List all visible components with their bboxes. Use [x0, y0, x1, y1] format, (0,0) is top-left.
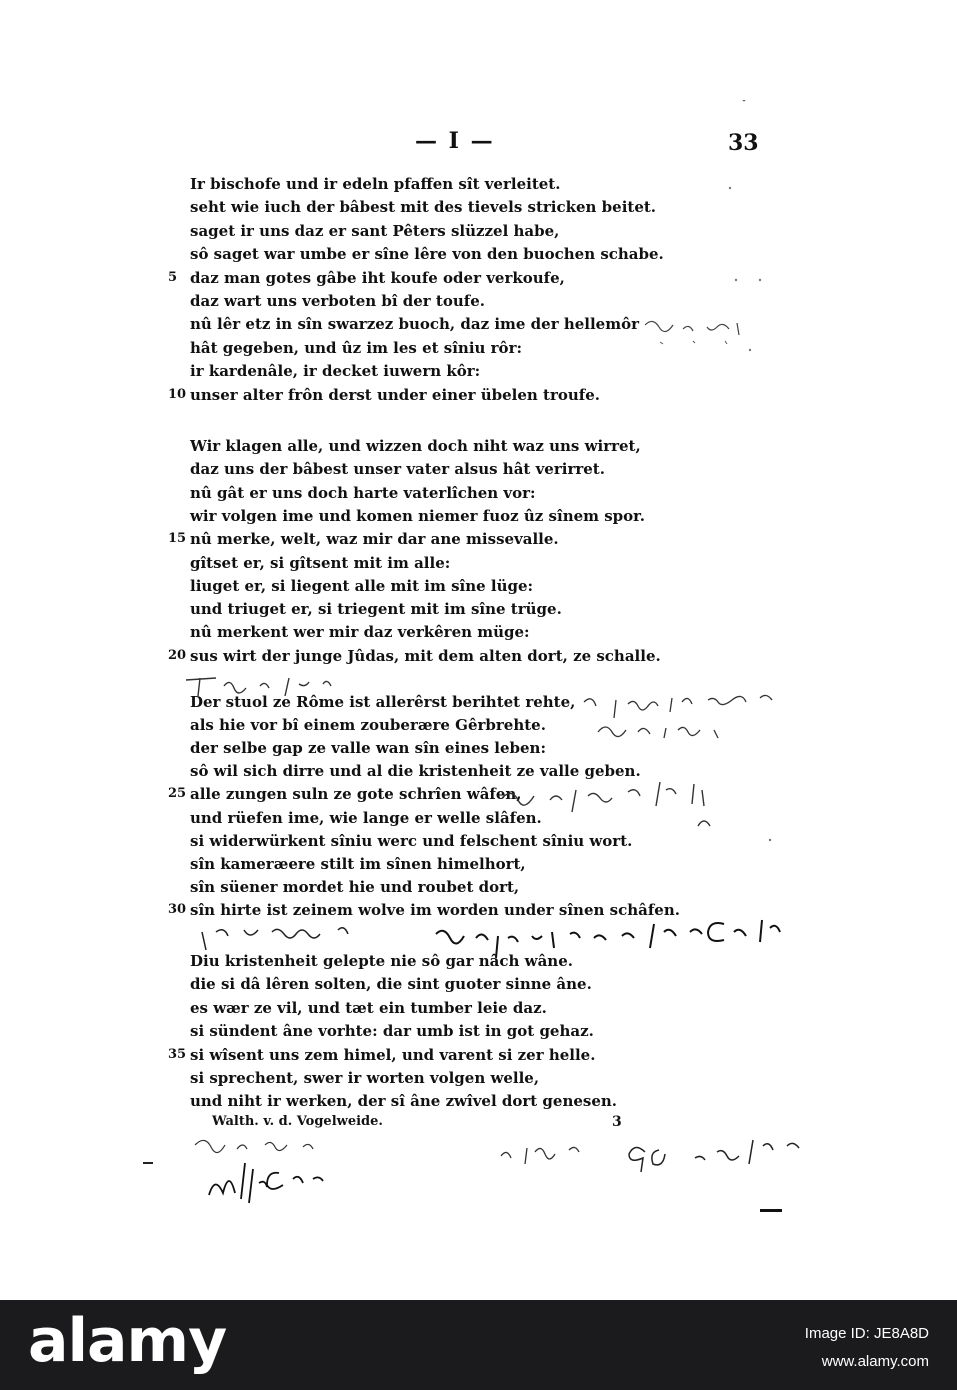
line-number: 10: [168, 386, 187, 402]
line-number: 20: [168, 647, 187, 663]
handwritten-annotation-6: [185, 1125, 385, 1215]
poem-line: wir volgen ime und komen niemer fuoz ûz sînem spor.: [190, 506, 645, 525]
poem-line: sô wil sich dirre und al die kristenheit ze valle geben.: [190, 762, 641, 781]
line-number: 15: [168, 531, 187, 547]
poem-line: alle zungen suln ze gote schrîen wâfen,: [190, 785, 522, 804]
poem-line: si sprechent, swer ir worten volgen welle,: [190, 1069, 540, 1087]
poem-line: und niht ir werken, der sî âne zwîvel dort genesen.: [190, 1092, 618, 1111]
handwritten-annotation-1: [640, 310, 770, 350]
poem-line: daz man gotes gâbe iht koufe oder verkoufe,: [190, 268, 565, 287]
poem-line: Ir bischofe und ir edeln pfaffen sît verleitet.: [190, 175, 561, 193]
signature-mark: 3: [612, 1114, 622, 1130]
image-id: Image ID: JE8A8D: [804, 1325, 929, 1342]
handwritten-annotation-7: [495, 1130, 840, 1178]
footer-dash: [760, 1209, 782, 1212]
line-number: 5: [168, 269, 178, 285]
poem-line: es wær ze vil, und tæt ein tumber leie daz.: [190, 998, 547, 1017]
poem-line: sîn kameræere stilt im sînen himelhort,: [190, 854, 526, 873]
poem-line: Der stuol ze Rôme ist allerêrst berihtet rehte,: [190, 693, 576, 711]
poem-line: hât gegeben, und ûz im les et sîniu rôr:: [190, 338, 523, 357]
page-number: 33: [728, 130, 759, 156]
poem-line: seht wie iuch der bâbest mit des tievels stricken beitet.: [190, 198, 657, 217]
poem-line: sîn süener mordet hie und roubet dort,: [190, 877, 520, 896]
poem-line: als hie vor bî einem zouberære Gêrbrehte.: [190, 716, 546, 735]
poem-line: ir kardenâle, ir decket iuwern kôr:: [190, 362, 481, 381]
poem-line: nû merke, welt, waz mir dar ane missevalle.: [190, 530, 559, 549]
poem-line: Wir klagen alle, und wizzen doch niht waz uns wirret,: [190, 437, 641, 455]
poem-line: nû merkent wer mir daz verkêren müge:: [190, 623, 530, 642]
poem-line: liuget er, si liegent alle mit im sîne lüge:: [190, 576, 534, 595]
poem-line: Diu kristenheit gelepte nie sô gar nâch wâne.: [190, 952, 573, 970]
poem-line: die si dâ lêren solten, die sint guoter sinne âne.: [190, 975, 592, 994]
poem-line: unser alter frôn derst under einer übelen troufe.: [190, 385, 601, 404]
poem-line: der selbe gap ze valle wan sîn eines leben:: [190, 739, 547, 758]
alamy-logo: alamy: [28, 1306, 227, 1376]
line-number: 30: [168, 901, 187, 917]
line-number: 25: [168, 786, 187, 802]
poem-line: nû lêr etz in sîn swarzez buoch, daz ime der hellemôr: [190, 315, 639, 334]
poem-line: saget ir uns daz er sant Pêters slüzzel habe,: [190, 221, 560, 240]
poem-line: sus wirt der junge Jûdas, mit dem alten dort, ze schalle.: [190, 646, 661, 665]
poem-line: si widerwürkent sîniu werc und felschent sîniu wort.: [190, 831, 633, 850]
watermark-banner: [0, 1300, 957, 1390]
poem-line: nû gât er uns doch harte vaterlîchen vor:: [190, 483, 536, 502]
poem-line: si sündent âne vorhte: dar umb ist in got gehaz.: [190, 1022, 594, 1041]
poem-line: sô saget war umbe er sîne lêre von den buochen schabe.: [190, 245, 664, 264]
poem-line: daz wart uns verboten bî der toufe.: [190, 292, 485, 310]
poem-line: si wîsent uns zem himel, und varent si zer helle.: [190, 1045, 596, 1064]
margin-dash: [143, 1162, 153, 1164]
poem-line: und triuget er, si triegent mit im sîne trüge.: [190, 600, 562, 619]
poem-line: daz uns der bâbest unser vater alsus hât verirret.: [190, 460, 605, 479]
footer-source: Walth. v. d. Vogelweide.: [212, 1114, 383, 1129]
poem-line: und rüefen ime, wie lange er welle slâfen.: [190, 808, 542, 827]
poem-line: sîn hirte ist zeinem wolve im worden under sînen schâfen.: [190, 900, 680, 919]
section-header: — I —: [415, 128, 495, 154]
poem-line: gîtset er, si gîtsent mit im alle:: [190, 553, 451, 572]
line-number: 35: [168, 1046, 187, 1062]
handwritten-annotation-3: [578, 686, 828, 742]
banner-meta: [805, 1320, 929, 1376]
margin-dots: [720, 100, 790, 900]
site-url: www.alamy.com: [821, 1353, 929, 1370]
